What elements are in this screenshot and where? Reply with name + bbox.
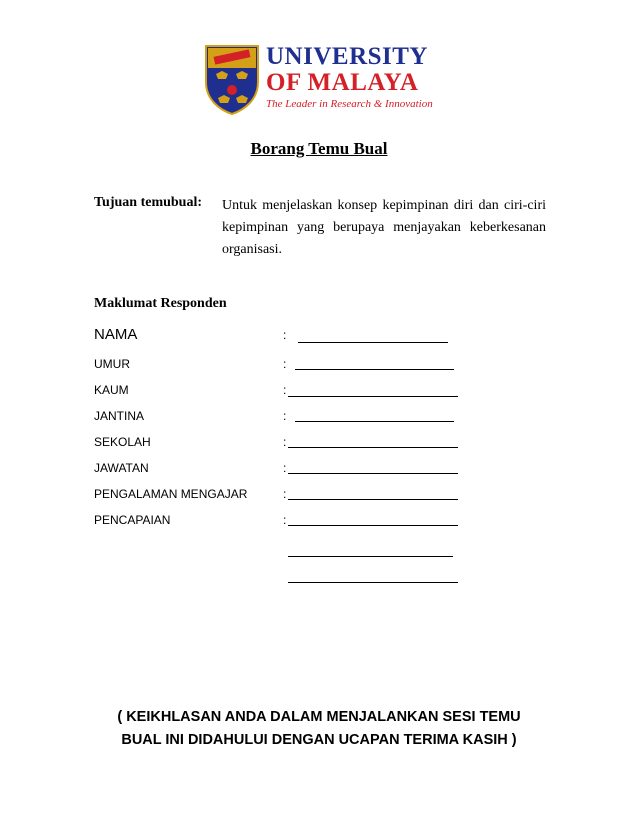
field-label-jantina: JANTINA bbox=[94, 409, 145, 423]
field-blank-sekolah[interactable] bbox=[288, 447, 458, 448]
field-label-umur: UMUR bbox=[94, 357, 130, 371]
field-blank-jawatan[interactable] bbox=[288, 473, 458, 474]
field-colon: : bbox=[283, 383, 287, 397]
thank-you-line-1: ( KEIKHLASAN ANDA DALAM MENJALANKAN SESI TEMU bbox=[117, 709, 521, 725]
university-logo bbox=[204, 44, 436, 116]
field-colon: : bbox=[283, 487, 287, 501]
field-label-pencapaian: PENCAPAIAN bbox=[94, 513, 171, 527]
purpose-text: Untuk menjelaskan konsep kepimpinan diri dan ciri-ciri kepimpinan yang berupaya menjayakan keberkesanan organisasi. bbox=[222, 198, 546, 257]
field-label-sekolah: SEKOLAH bbox=[94, 435, 151, 449]
field-blank-pencapaian[interactable] bbox=[288, 525, 458, 526]
field-blank-pengalaman-mengajar[interactable] bbox=[288, 499, 458, 500]
field-label-jawatan: JAWATAN bbox=[94, 461, 149, 475]
field-blank-jantina[interactable] bbox=[295, 421, 454, 422]
field-blank-umur[interactable] bbox=[295, 369, 454, 370]
field-colon: : bbox=[283, 357, 287, 371]
purpose-label: Tujuan temubual: bbox=[94, 195, 203, 210]
form-title: Borang Temu Bual bbox=[250, 139, 388, 158]
university-crest-icon bbox=[204, 44, 260, 116]
field-label-kaum: KAUM bbox=[94, 383, 129, 397]
thank-you-note bbox=[0, 706, 638, 752]
field-colon: : bbox=[283, 461, 287, 475]
field-blank-pencapaian-extra[interactable] bbox=[288, 556, 453, 557]
field-label-pengalaman-mengajar: PENGALAMAN MENGAJAR bbox=[94, 487, 248, 501]
field-blank-nama[interactable] bbox=[298, 342, 448, 343]
field-blank-pencapaian-extra[interactable] bbox=[288, 582, 458, 583]
logo-tagline: The Leader in Research & Innovation bbox=[266, 98, 433, 110]
logo-line-university: UNIVERSITY bbox=[266, 43, 428, 70]
field-colon: : bbox=[283, 328, 287, 342]
logo-line-of-malaya: OF MALAYA bbox=[266, 69, 419, 96]
field-label-nama: NAMA bbox=[94, 326, 138, 343]
field-colon: : bbox=[283, 409, 287, 423]
field-colon: : bbox=[283, 513, 287, 527]
respondent-section-title: Maklumat Responden bbox=[94, 296, 227, 311]
thank-you-line-2: BUAL INI DIDAHULUI DENGAN UCAPAN TERIMA KASIH ) bbox=[121, 732, 517, 748]
field-colon: : bbox=[283, 435, 287, 449]
field-blank-kaum[interactable] bbox=[288, 396, 458, 397]
